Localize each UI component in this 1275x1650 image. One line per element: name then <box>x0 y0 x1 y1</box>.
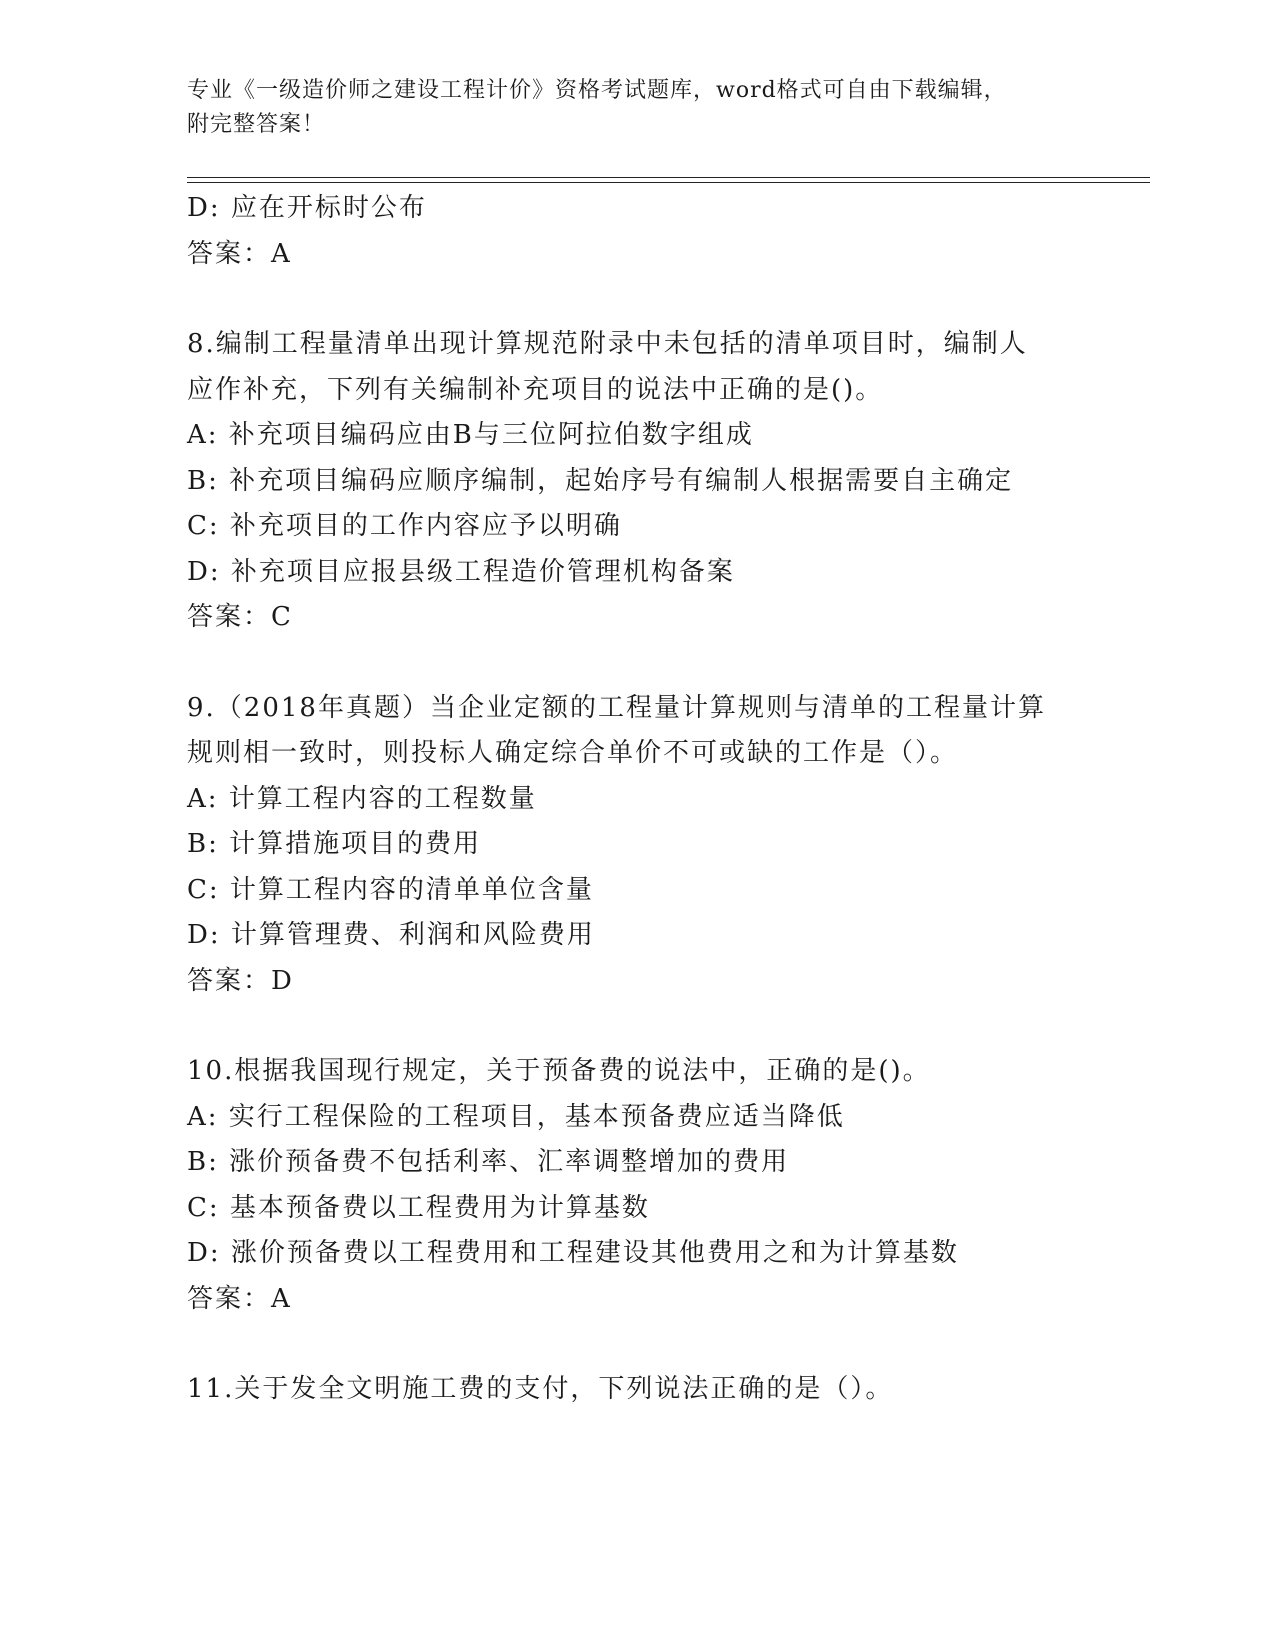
stem-line: 9.（2018年真题）当企业定额的工程量计算规则与清单的工程量计算 <box>187 692 1046 723</box>
document-header <box>187 74 1067 142</box>
option-b: B: 涨价预备费不包括利率、汇率调整增加的费用 <box>187 1147 790 1177</box>
header-line-1: 专业《一级造价师之建设工程计价》资格考试题库，word格式可自由下载编辑， <box>187 78 1007 103</box>
answer: 答案：C <box>187 602 293 632</box>
option-d: D: 计算管理费、利润和风险费用 <box>187 920 595 950</box>
question-9 <box>187 686 1087 1005</box>
option-b: B: 计算措施项目的费用 <box>187 829 482 859</box>
spacer <box>187 1004 1087 1049</box>
spacer <box>187 277 1087 322</box>
question-content <box>187 186 1087 1413</box>
question-stem <box>187 322 1087 413</box>
question-stem <box>187 1367 1087 1413</box>
option-c: C: 基本预备费以工程费用为计算基数 <box>187 1192 650 1223</box>
answer: 答案：D <box>187 965 294 996</box>
option-a: A: 补充项目编码应由B与三位阿拉伯数字组成 <box>187 420 754 450</box>
answer: 答案：A <box>187 238 292 269</box>
stem-line: 8.编制工程量清单出现计算规范附录中未包括的清单项目时，编制人 <box>187 329 1028 359</box>
option-c: C: 计算工程内容的清单单位含量 <box>187 874 594 905</box>
stem-line: 规则相一致时，则投标人确定综合单价不可或缺的工作是（）。 <box>187 738 959 768</box>
option-c: C: 补充项目的工作内容应予以明确 <box>187 511 622 541</box>
option-d: D: 应在开标时公布 <box>187 193 427 223</box>
question-8 <box>187 322 1087 641</box>
prev-question <box>187 186 1087 277</box>
question-stem <box>187 1049 1087 1095</box>
stem-line: 11.关于发全文明施工费的支付，下列说法正确的是（）。 <box>187 1374 894 1404</box>
header-line-2: 附完整答案！ <box>187 112 326 137</box>
option-d: D: 涨价预备费以工程费用和工程建设其他费用之和为计算基数 <box>187 1238 959 1268</box>
spacer <box>187 641 1087 686</box>
header-divider-bottom <box>187 182 1150 183</box>
answer: 答案：A <box>187 1283 292 1314</box>
spacer <box>187 1322 1087 1367</box>
stem-line: 10.根据我国现行规定，关于预备费的说法中，正确的是()。 <box>187 1056 931 1086</box>
option-d: D: 补充项目应报县级工程造价管理机构备案 <box>187 556 735 587</box>
option-b: B: 补充项目编码应顺序编制，起始序号有编制人根据需要自主确定 <box>187 465 1014 496</box>
question-10 <box>187 1049 1087 1322</box>
stem-line: 应作补充，下列有关编制补充项目的说法中正确的是()。 <box>187 374 884 405</box>
question-stem <box>187 686 1087 777</box>
question-11 <box>187 1367 1087 1413</box>
header-divider-top <box>187 177 1150 178</box>
option-a: A: 计算工程内容的工程数量 <box>187 783 537 814</box>
option-a: A: 实行工程保险的工程项目，基本预备费应适当降低 <box>187 1101 845 1132</box>
